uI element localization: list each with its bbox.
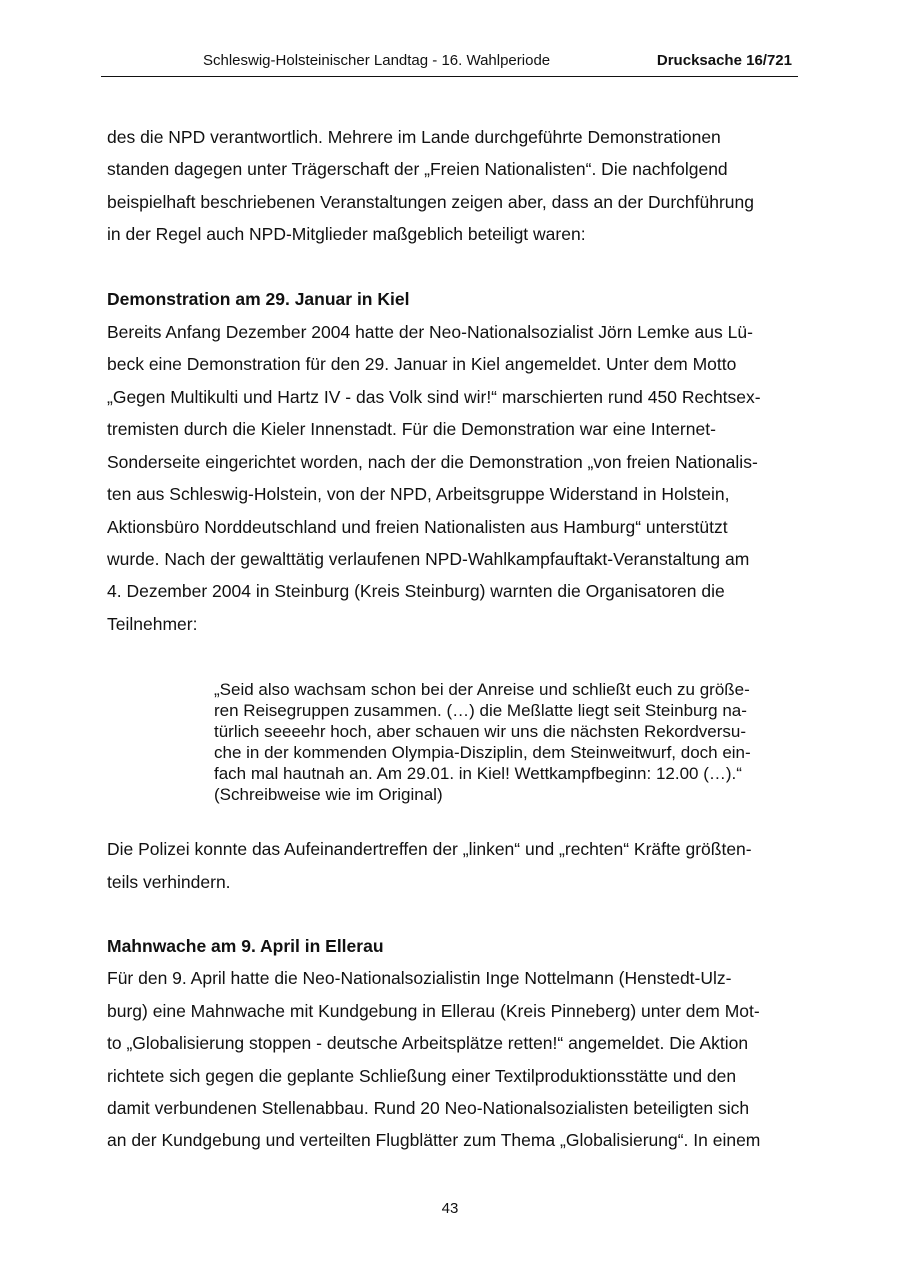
text-line: beck eine Demonstration für den 29. Januar in Kiel angemeldet. Unter dem Motto xyxy=(107,354,737,374)
text-line: Für den 9. April hatte die Neo-Nationalsozialistin Inge Nottelmann (Henstedt-Ulz- xyxy=(107,968,732,988)
text-line: 4. Dezember 2004 in Steinburg (Kreis Steinburg) warnten die Organisatoren die xyxy=(107,581,725,601)
page-number: 43 xyxy=(441,1200,459,1217)
text-line: ten aus Schleswig-Holstein, von der NPD, Arbeitsgruppe Widerstand in Holstein, xyxy=(107,484,730,504)
text-line: richtete sich gegen die geplante Schließung einer Textilproduktionsstätte und den xyxy=(107,1066,737,1086)
text-line: „Gegen Multikulti und Hartz IV - das Volk sind wir!“ marschierten rund 450 Rechtsex- xyxy=(107,387,761,407)
text-line: Sonderseite eingerichtet worden, nach der die Demonstration „von freien Nationalis- xyxy=(107,452,758,472)
text-line: burg) eine Mahnwache mit Kundgebung in Ellerau (Kreis Pinneberg) unter dem Mot- xyxy=(107,1001,760,1021)
quote-line: ren Reisegruppen zusammen. (…) die Meßlatte liegt seit Steinburg na- xyxy=(214,701,747,720)
text-line: Teilnehmer: xyxy=(107,614,198,634)
text-line: teils verhindern. xyxy=(107,872,231,892)
text-line: Aktionsbüro Norddeutschland und freien Nationalisten aus Hamburg“ unterstützt xyxy=(107,517,728,537)
quote-line: (Schreibweise wie im Original) xyxy=(214,785,443,804)
quote-line: „Seid also wachsam schon bei der Anreise und schließt euch zu größe- xyxy=(214,680,750,699)
text-line: an der Kundgebung und verteilten Flugblätter zum Thema „Globalisierung“. In einem xyxy=(107,1130,761,1150)
text-line: Die Polizei konnte das Aufeinandertreffen der „linken“ und „rechten“ Kräfte größten- xyxy=(107,839,752,859)
text-line: wurde. Nach der gewalttätig verlaufenen NPD-Wahlkampfauftakt-Veranstaltung am xyxy=(107,549,750,569)
quote-line: che in der kommenden Olympia-Disziplin, dem Steinweitwurf, doch ein- xyxy=(214,743,751,762)
section-heading-kiel: Demonstration am 29. Januar in Kiel xyxy=(107,289,410,309)
header-title: Schleswig-Holsteinischer Landtag - 16. Wahlperiode xyxy=(203,52,551,69)
header-rule xyxy=(101,76,798,77)
text-line: des die NPD verantwortlich. Mehrere im Lande durchgeführte Demonstrationen xyxy=(107,127,721,147)
text-line: beispielhaft beschriebenen Veranstaltungen zeigen aber, dass an der Durchführung xyxy=(107,192,754,212)
text-line: standen dagegen unter Trägerschaft der „Freien Nationalisten“. Die nachfolgend xyxy=(107,159,728,179)
section-heading-ellerau: Mahnwache am 9. April in Ellerau xyxy=(107,936,384,956)
quote-line: türlich seeeehr hoch, aber schauen wir uns die nächsten Rekordversu- xyxy=(214,722,747,741)
text-line: to „Globalisierung stoppen - deutsche Arbeitsplätze retten!“ angemeldet. Die Aktion xyxy=(107,1033,749,1053)
document-number: Drucksache 16/721 xyxy=(656,52,792,69)
text-line: damit verbundenen Stellenabbau. Rund 20 Neo-Nationalsozialisten beteiligten sich xyxy=(107,1098,750,1118)
quote-line: fach mal hautnah an. Am 29.01. in Kiel! Wettkampfbeginn: 12.00 (…).“ xyxy=(214,764,742,783)
text-line: in der Regel auch NPD-Mitglieder maßgeblich beteiligt waren: xyxy=(107,224,586,244)
text-line: tremisten durch die Kieler Innenstadt. Für die Demonstration war eine Internet- xyxy=(107,419,716,439)
page-header xyxy=(101,52,798,74)
text-line: Bereits Anfang Dezember 2004 hatte der Neo-Nationalsozialist Jörn Lemke aus Lü- xyxy=(107,322,753,342)
